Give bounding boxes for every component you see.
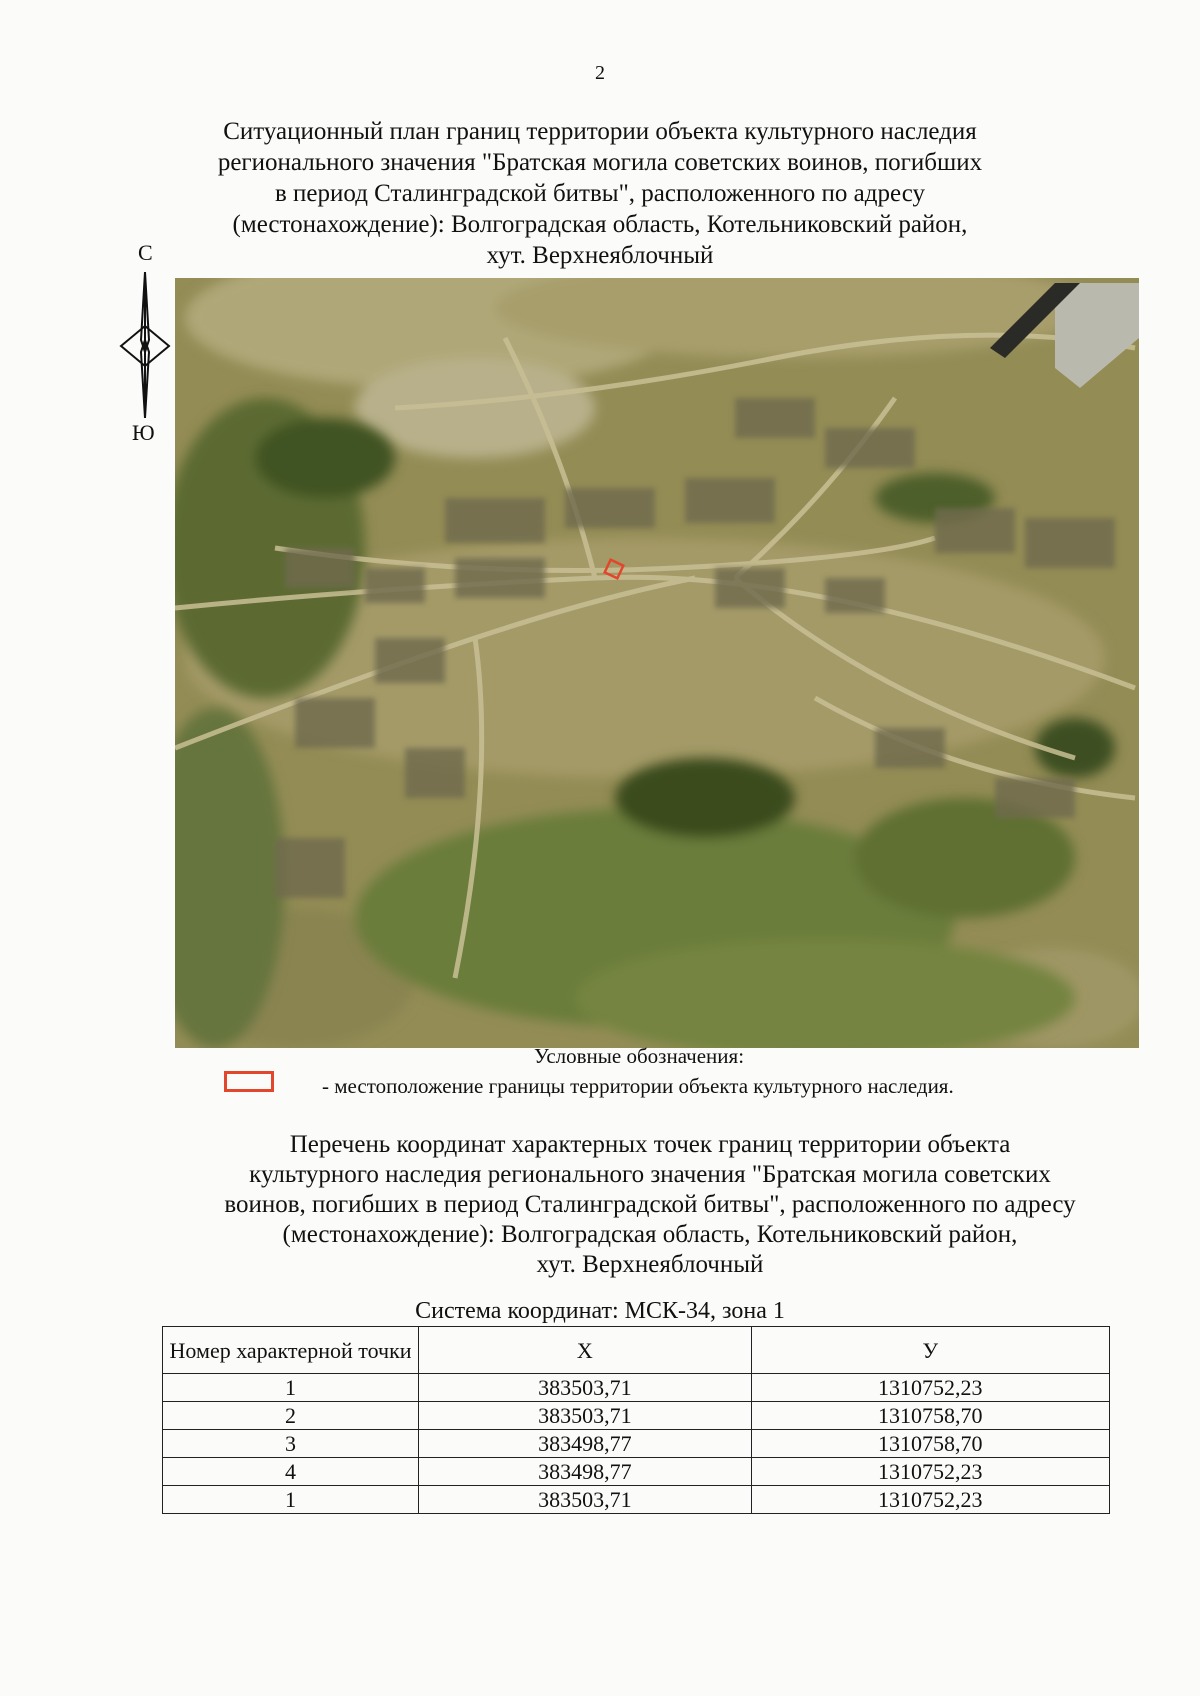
list-title-line: Перечень координат характерных точек границ территории объекта xyxy=(289,1131,1011,1158)
page-number: 2 xyxy=(595,62,605,84)
table-row xyxy=(163,1458,1110,1486)
cell-y: 1310758,70 xyxy=(751,1402,1109,1430)
north-arrow-icon xyxy=(118,240,178,450)
table-row xyxy=(163,1402,1110,1430)
cell-point: 3 xyxy=(163,1430,419,1458)
cell-y: 1310752,23 xyxy=(751,1458,1109,1486)
legend-title: Условные обозначения: xyxy=(534,1044,745,1068)
compass-north-label: С xyxy=(138,240,153,265)
cell-x: 383503,71 xyxy=(419,1402,751,1430)
coordinates-list-title xyxy=(160,1130,1140,1280)
title-line: Ситуационный план границ территории объекта культурного наследия xyxy=(223,118,977,145)
table-row xyxy=(163,1486,1110,1514)
list-title-line: (местонахождение): Волгоградская область, Котельниковский район, xyxy=(282,1221,1018,1248)
list-title-line: культурного наследия регионального значения "Братская могила советских xyxy=(249,1161,1051,1188)
title-line: (местонахождение): Волгоградская область, Котельниковский район, xyxy=(232,211,968,238)
page-title xyxy=(160,116,1040,271)
header-point-number: Номер характерной точки xyxy=(163,1327,419,1374)
table-row xyxy=(163,1430,1110,1458)
satellite-map xyxy=(175,278,1139,1048)
cell-point: 1 xyxy=(163,1486,419,1514)
header-y: У xyxy=(751,1327,1109,1374)
cell-x: 383503,71 xyxy=(419,1486,751,1514)
cell-y: 1310752,23 xyxy=(751,1374,1109,1402)
cell-y: 1310758,70 xyxy=(751,1430,1109,1458)
cell-x: 383503,71 xyxy=(419,1374,751,1402)
legend-item-text: - местоположение границы территории объекта культурного наследия. xyxy=(322,1074,954,1098)
header-x: X xyxy=(419,1327,751,1374)
cell-point: 4 xyxy=(163,1458,419,1486)
table-row xyxy=(163,1374,1110,1402)
cell-y: 1310752,23 xyxy=(751,1486,1109,1514)
coordinates-table xyxy=(162,1326,1110,1514)
cell-x: 383498,77 xyxy=(419,1458,751,1486)
title-line: хут. Верхнеяблочный xyxy=(486,242,714,269)
compass-south-label: Ю xyxy=(132,420,155,445)
coordinate-system-label: Система координат: МСК-34, зона 1 xyxy=(415,1298,785,1324)
title-line: регионального значения "Братская могила советских воинов, погибших xyxy=(217,149,983,176)
cell-x: 383498,77 xyxy=(419,1430,751,1458)
list-title-line: воинов, погибших в период Сталинградской битвы", расположенного по адресу xyxy=(224,1191,1076,1218)
cell-point: 1 xyxy=(163,1374,419,1402)
boundary-legend-swatch xyxy=(224,1071,274,1092)
list-title-line: хут. Верхнеяблочный xyxy=(536,1251,764,1278)
cell-point: 2 xyxy=(163,1402,419,1430)
table-header-row xyxy=(163,1327,1110,1374)
title-line: в период Сталинградской битвы", расположенного по адресу xyxy=(275,180,925,207)
